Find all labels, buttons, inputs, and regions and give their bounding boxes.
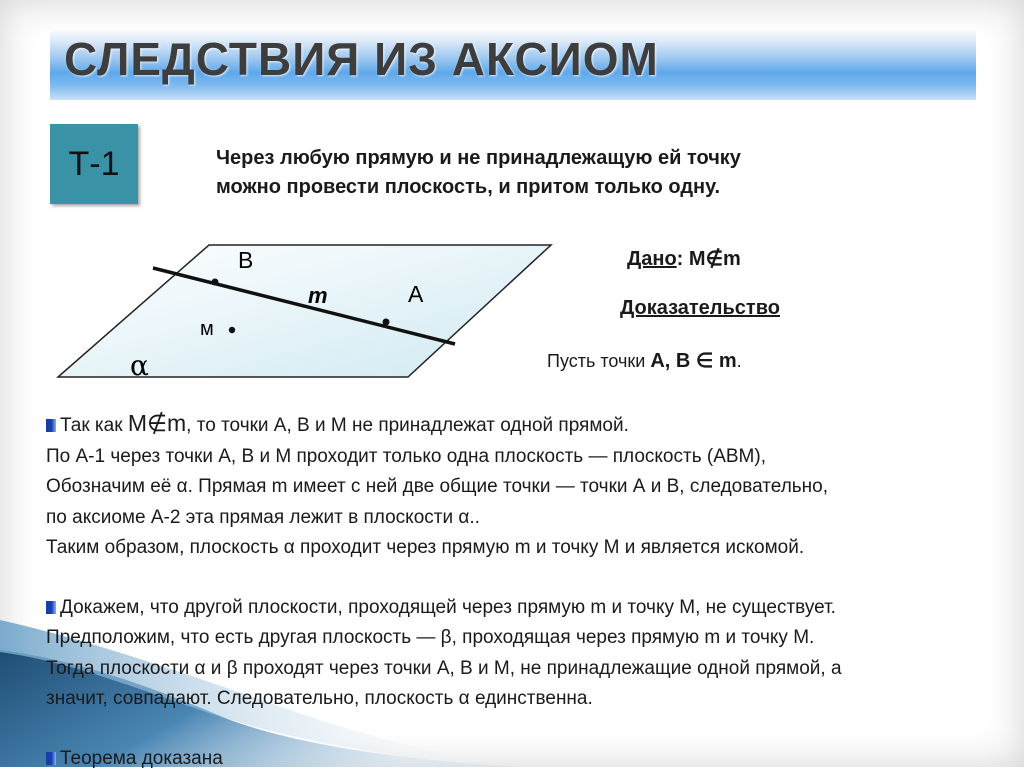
proof-body <box>46 408 1021 774</box>
proof-line-3: Обозначим её α. Прямая m имеет с ней две общие точки — точки А и В, следовательно, <box>46 472 1021 503</box>
point-a-label: А <box>408 281 424 307</box>
p1-end: , то точки А, В и М не принадлежат одной прямой. <box>186 415 629 436</box>
point-b-dot <box>212 279 219 286</box>
let-expr: А, В ∈ m <box>650 350 736 372</box>
let-end: . <box>737 351 742 371</box>
proof-paragraph-1 <box>46 408 1021 442</box>
proof-line-5: Таким образом, плоскость α проходит через прямую m и точку М и является искомой. <box>46 533 1021 564</box>
paragraph-gap <box>46 715 1021 744</box>
point-b-label: В <box>238 247 253 273</box>
proof-line-6: Докажем, что другой плоскости, проходящей через прямую m и точку М, не существует. <box>60 597 836 618</box>
theorem-badge <box>50 124 138 204</box>
proof-paragraph-3 <box>46 744 1021 774</box>
paragraph-gap <box>46 564 1021 593</box>
given-expr: M∉m <box>689 248 741 270</box>
bullet-icon <box>46 752 56 765</box>
point-a-dot <box>383 319 390 326</box>
proof-line-4: по аксиоме А-2 эта прямая лежит в плоскости α.. <box>46 503 1021 534</box>
proof-line-2: По А-1 через точки А, В и М проходит только одна плоскость — плоскость (АВМ), <box>46 442 1021 473</box>
bullet-icon <box>46 419 56 432</box>
proof-heading: Доказательство <box>620 297 780 320</box>
point-m-label: м <box>200 318 214 340</box>
theorem-statement <box>216 144 936 202</box>
proof-conclusion: Теорема доказана <box>60 748 223 769</box>
plane-alpha-label: α <box>130 349 149 382</box>
point-m-dot <box>229 327 235 333</box>
given-label: Дано <box>627 248 677 270</box>
p1-expr: М∉m <box>128 410 186 436</box>
bullet-icon <box>46 601 56 614</box>
proof-line-9: значит, совпадают. Следовательно, плоскость α единственна. <box>46 684 1021 715</box>
theorem-line-2: можно провести плоскость, и притом только одну. <box>216 173 936 202</box>
theorem-badge-label: Т-1 <box>69 145 120 184</box>
given-line <box>627 246 741 271</box>
let-text: Пусть точки <box>547 351 645 371</box>
slide-title: СЛЕДСТВИЯ ИЗ АКСИОМ <box>64 32 659 86</box>
theorem-line-1: Через любую прямую и не принадлежащую ей точку <box>216 144 936 173</box>
p1-start: Так как <box>60 415 128 436</box>
plane-diagram <box>50 235 570 385</box>
line-m-label: m <box>308 283 328 308</box>
let-line <box>547 348 742 373</box>
given-colon: : <box>677 248 684 270</box>
proof-line-7: Предположим, что есть другая плоскость — β, проходящая через прямую m и точку М. <box>46 623 1021 654</box>
proof-paragraph-2 <box>46 593 1021 624</box>
proof-line-8: Тогда плоскости α и β проходят через точки А, В и М, не принадлежащие одной прямой, а <box>46 654 1021 685</box>
